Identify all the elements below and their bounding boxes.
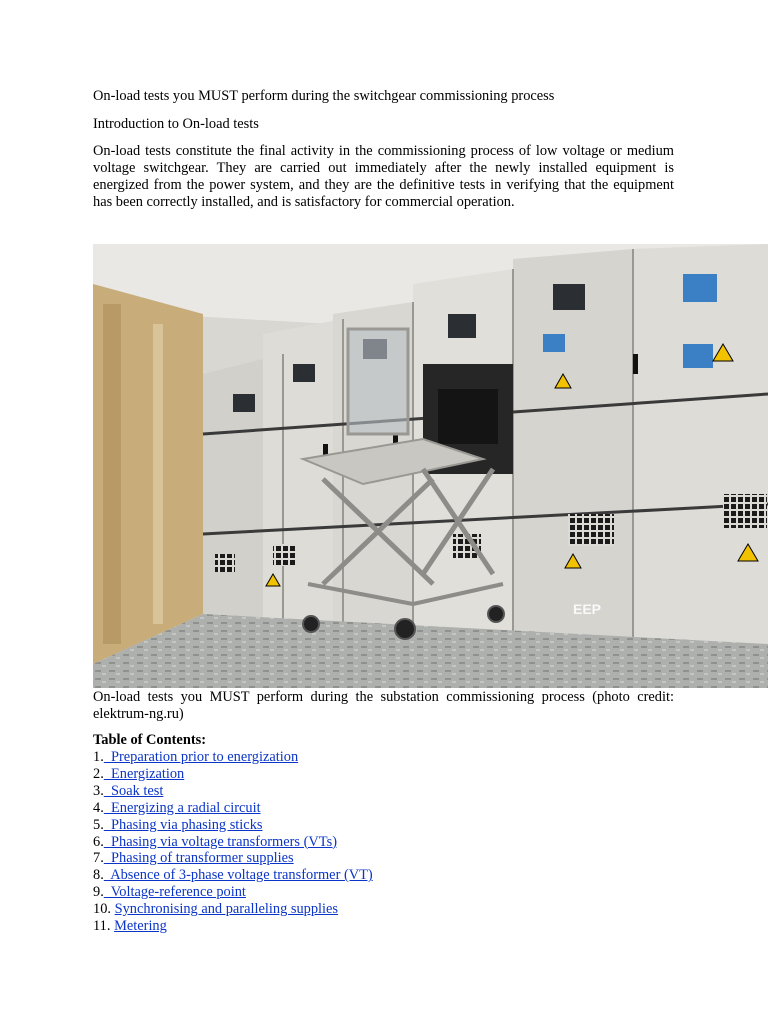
toc-number: 9. bbox=[93, 884, 104, 901]
toc-number: 4. bbox=[93, 799, 104, 816]
table-of-contents bbox=[93, 749, 373, 935]
toc-link-radial-circuit[interactable]: Energizing a radial circuit bbox=[103, 799, 261, 816]
toc-number: 8. bbox=[93, 867, 104, 884]
toc-link-soak-test[interactable]: Soak test bbox=[103, 782, 164, 799]
intro-heading: Introduction to On-load tests bbox=[93, 116, 259, 132]
toc-item bbox=[93, 834, 373, 851]
toc-link-phasing-sticks[interactable]: Phasing via phasing sticks bbox=[103, 816, 263, 833]
toc-heading: Table of Contents: bbox=[93, 732, 207, 748]
document-title: On-load tests you MUST perform during the switchgear commissioning process bbox=[93, 88, 555, 104]
toc-item bbox=[93, 901, 373, 918]
toc-item bbox=[93, 749, 373, 766]
toc-number: 11. bbox=[93, 918, 111, 935]
toc-item bbox=[93, 884, 373, 901]
toc-item bbox=[93, 850, 373, 867]
toc-link-transformer-supplies[interactable]: Phasing of transformer supplies bbox=[103, 850, 294, 867]
toc-item bbox=[93, 867, 373, 884]
toc-link-absence-vt[interactable]: Absence of 3-phase voltage transformer (VT) bbox=[103, 867, 373, 884]
toc-number: 2. bbox=[93, 765, 104, 782]
toc-number: 10. bbox=[93, 901, 111, 918]
photo-caption: On-load tests you MUST perform during the substation commissioning process (photo credit: elektrum-ng.ru) bbox=[93, 689, 674, 722]
toc-item bbox=[93, 918, 373, 935]
toc-number: 5. bbox=[93, 816, 104, 833]
toc-link-synchronising[interactable]: Synchronising and paralleling supplies bbox=[114, 901, 339, 918]
toc-number: 6. bbox=[93, 833, 104, 850]
toc-item bbox=[93, 766, 373, 783]
toc-number: 3. bbox=[93, 782, 104, 799]
photo-watermark: EEP bbox=[573, 601, 602, 617]
toc-number: 1. bbox=[93, 749, 104, 765]
intro-paragraph: On-load tests constitute the final activity in the commissioning process of low voltage or medium voltage switchgear. They are carried out immediately after the newly installed equipment is energized from the power system, and they are the definitive tests in verifying that the equipment has been correctly installed, and is satisfactory for commercial operation. bbox=[93, 143, 674, 210]
toc-link-preparation[interactable]: Preparation prior to energization bbox=[103, 749, 299, 765]
toc-item bbox=[93, 783, 373, 800]
toc-link-metering[interactable]: Metering bbox=[114, 918, 167, 935]
toc-item bbox=[93, 800, 373, 817]
toc-link-energization[interactable]: Energization bbox=[103, 765, 185, 782]
toc-item bbox=[93, 817, 373, 834]
toc-link-phasing-vts[interactable]: Phasing via voltage transformers (VTs) bbox=[103, 833, 337, 850]
toc-link-voltage-reference[interactable]: Voltage-reference point bbox=[103, 884, 246, 901]
toc-number: 7. bbox=[93, 850, 104, 867]
switchgear-photo bbox=[93, 244, 768, 688]
